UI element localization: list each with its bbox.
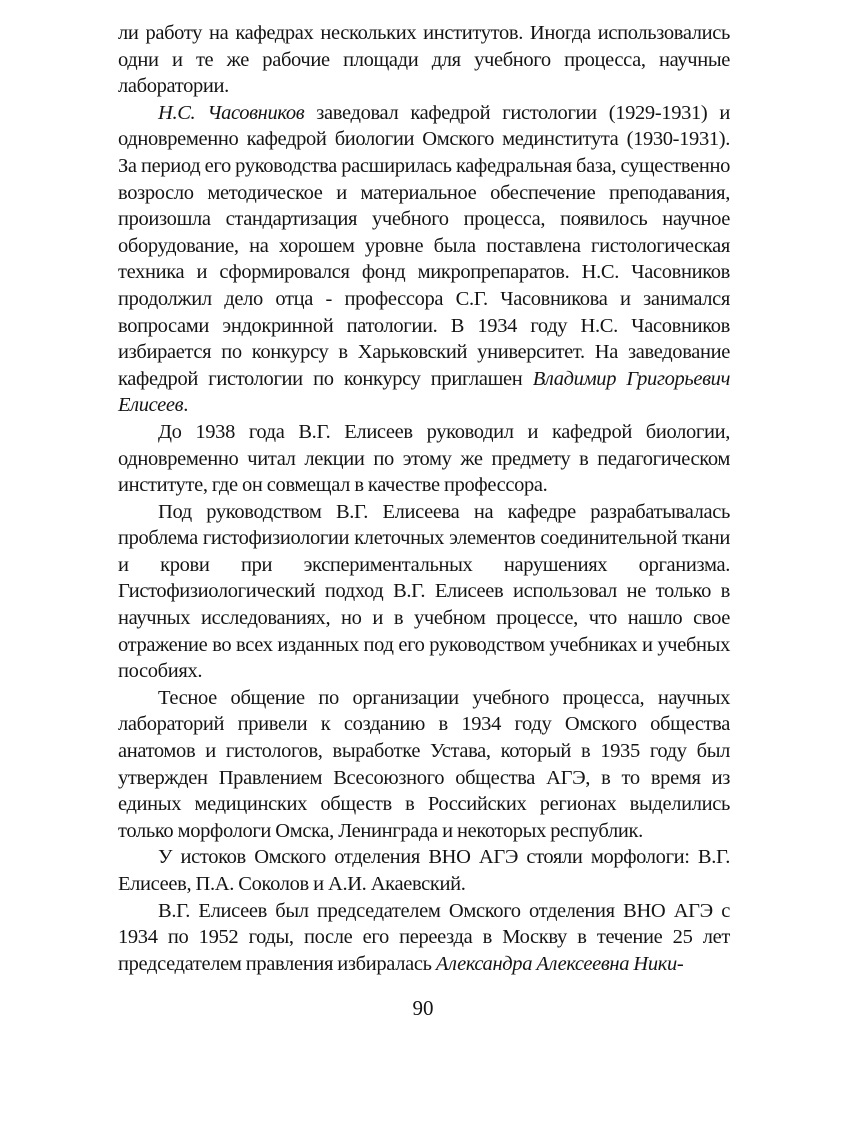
- paragraph-4-text: Под руководством В.Г. Елисеева на кафедре разрабатывалась проблема гистофизиологии клеточных элементов соединительной ткани и крови при экспериментальных нарушениях организма. Гистофизиологический подход В.Г. Елисеев использовал не только в научных исследованиях, но и в учебном процессе, что нашло свое отражение во всех изданных под его руководством учебниках и учебных пособиях.: [118, 500, 730, 683]
- paragraph-5: [118, 685, 730, 845]
- person-name-nikitina: Александра Алексеевна Ники-: [435, 952, 684, 975]
- paragraph-7: [118, 898, 730, 978]
- paragraph-2-text: заведовал кафедрой гистологии (1929-1931) и одновременно кафедрой биологии Омского мединститута (1930-1931). За период его руководства расширилась кафедральная база, существенно возросло методическое и материальное обеспечение преподавания, произошла стандартизация учебного процесса, появилось научное оборудование, на хорошем уровне была поставлена гистологическая техника и сформировался фонд микропрепаратов. Н.С. Часовников продолжил дело отца - профессора С.Г. Часовникова и занимался вопросами эндокринной патологии. В 1934 году Н.С. Часовников избирается по конкурсу в Харьковский университет. На заведование кафедрой гистологии по конкурсу приглашен: [118, 101, 730, 390]
- paragraph-2: [118, 100, 730, 419]
- paragraph-1-text: ли работу на кафедрах нескольких институтов. Иногда использовались одни и те же рабочие площади для учебного процесса, научные лаборатории.: [118, 22, 730, 98]
- paragraph-3: [118, 419, 730, 499]
- paragraph-2-end: .: [183, 394, 188, 417]
- person-name-eliseev: Владимир Григорьевич Елисеев: [118, 367, 731, 417]
- paragraph-6: [118, 844, 730, 897]
- paragraph-3-text: До 1938 года В.Г. Елисеев руководил и кафедрой биологии, одновременно читал лекции по этому же предмету в педагогическом институте, где он совмещал в качестве профессора.: [118, 420, 730, 497]
- person-name-chasovnikov: Н.С. Часовников: [158, 101, 305, 124]
- page-body: [118, 20, 730, 977]
- paragraph-4: [118, 499, 730, 685]
- paragraph-6-text: У истоков Омского отделения ВНО АГЭ стояли морфологи: В.Г. Елисеев, П.А. Соколов и А.И. Акаевский.: [118, 846, 730, 895]
- paragraph-5-text: Тесное общение по организации учебного процесса, научных лабораторий привели к созданию в 1934 году Омского общества анатомов и гистологов, выработке Устава, который в 1935 году был утвержден Правлением Всесоюзного общества АГЭ, в то время из единых медицинских обществ в Российских регионах выделились только морфологи Омска, Ленинграда и некоторых республик.: [118, 686, 730, 842]
- paragraph-7-text: В.Г. Елисеев был председателем Омского отделения ВНО АГЭ с 1934 по 1952 годы, после его переезда в Москву в течение 25 лет председателем правления избиралась: [118, 899, 730, 975]
- page-number: 90: [412, 996, 434, 1020]
- paragraph-1: [118, 20, 730, 100]
